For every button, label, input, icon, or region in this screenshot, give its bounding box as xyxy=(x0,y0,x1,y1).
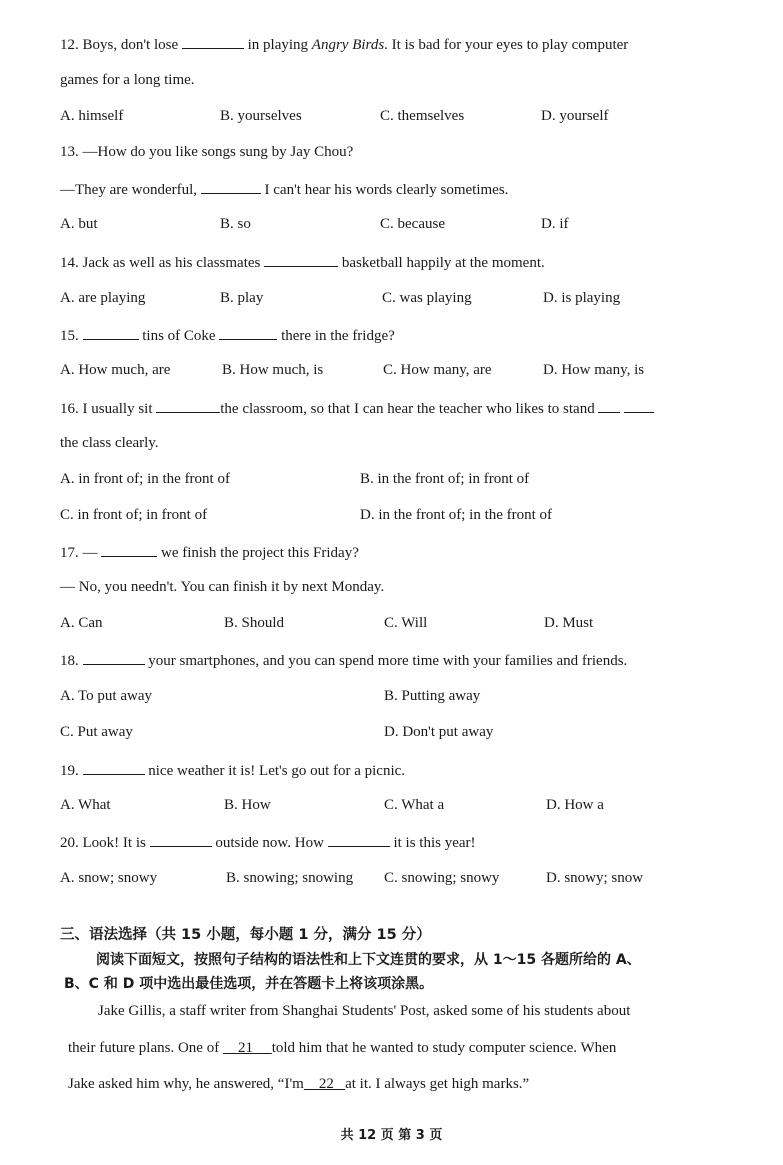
blank-22 xyxy=(304,1076,345,1092)
q14-option-d: D. is playing xyxy=(543,290,621,306)
passage-line-3-text-b: at it. I always get high marks.” xyxy=(345,1076,530,1092)
q14-text-b: basketball happily at the moment. xyxy=(341,255,545,271)
q18-option-a: A. To put away xyxy=(60,688,152,704)
q19-text-b: nice weather it is! Let's go out for a picnic. xyxy=(148,763,406,779)
q16-option-a: A. in front of; in the front of xyxy=(60,471,230,487)
q20-option-a: A. snow; snowy xyxy=(60,870,158,886)
question-16-stem xyxy=(60,399,654,418)
q12-option-b: B. yourselves xyxy=(220,108,302,124)
q12-option-a: A. himself xyxy=(60,108,124,124)
q19-option-d: D. How a xyxy=(546,797,604,813)
q14-option-a: A. are playing xyxy=(60,290,146,306)
q12-option-c: C. themselves xyxy=(380,108,465,124)
q13-option-c: C. because xyxy=(380,216,445,232)
q12-italic-title: Angry Birds xyxy=(311,37,385,53)
q15-option-c: C. How many, are xyxy=(383,362,492,378)
q12-text-c: . It is bad for your eyes to play computer xyxy=(384,37,629,53)
question-18-stem xyxy=(60,651,627,670)
q12-option-d: D. yourself xyxy=(541,108,609,124)
question-13-stem: 13. —How do you like songs sung by Jay Chou? xyxy=(60,144,354,160)
q16-option-c: C. in front of; in front of xyxy=(60,507,208,523)
q20-text-b: outside now. How xyxy=(215,835,324,851)
q18-text-b: your smartphones, and you can spend more time with your families and friends. xyxy=(148,653,628,669)
q13-reply-b: I can't hear his words clearly sometimes. xyxy=(264,182,509,198)
question-17-stem xyxy=(60,543,359,562)
q17-text-b: we finish the project this Friday? xyxy=(161,545,359,561)
question-14-stem xyxy=(60,253,545,272)
answer-blank xyxy=(201,180,261,194)
q20-option-b: B. snowing; snowing xyxy=(226,870,354,886)
answer-blank xyxy=(328,833,390,847)
q17-option-c: C. Will xyxy=(384,615,428,631)
q15-option-d: D. How many, is xyxy=(543,362,645,378)
q13-reply-a: —They are wonderful, xyxy=(60,182,198,198)
q20-option-d: D. snowy; snow xyxy=(546,870,644,886)
q18-option-d: D. Don't put away xyxy=(384,724,494,740)
q20-text-a: 20. Look! It is xyxy=(60,835,146,851)
passage-line-2-text-b: told him that he wanted to study computer science. When xyxy=(271,1040,617,1056)
section-3-title: 三、语法选择（共 15 小题，每小题 1 分，满分 15 分） xyxy=(60,927,431,943)
question-15-stem xyxy=(60,326,395,345)
blank-21 xyxy=(223,1040,272,1056)
page-footer: 共 12 页 第 3 页 xyxy=(340,1128,443,1143)
q19-number: 19. xyxy=(60,763,79,779)
passage-line-3 xyxy=(68,1076,529,1093)
answer-blank xyxy=(598,399,620,413)
q14-option-c: C. was playing xyxy=(382,290,472,306)
passage-line-2 xyxy=(68,1040,616,1057)
blank-21-number: 21 xyxy=(237,1040,253,1056)
q16-text-a: 16. I usually sit xyxy=(60,401,153,417)
q14-text-a: 14. Jack as well as his classmates xyxy=(60,255,261,271)
q15-option-a: A. How much, are xyxy=(60,362,171,378)
q15-option-b: B. How much, is xyxy=(222,362,324,378)
passage-line-2-text-a: their future plans. One of xyxy=(68,1040,220,1056)
q17-option-d: D. Must xyxy=(544,615,594,631)
q13-option-b: B. so xyxy=(220,216,251,232)
answer-blank xyxy=(83,651,145,665)
q18-number: 18. xyxy=(60,653,79,669)
q19-option-c: C. What a xyxy=(384,797,445,813)
q19-option-a: A. What xyxy=(60,797,111,813)
q15-text-b: tins of Coke xyxy=(142,328,216,344)
section-3-instruction-line1: 阅读下面短文，按照句子结构的语法性和上下文连贯的要求，从 1～15 各题所给的 A、 xyxy=(96,952,641,968)
q17-option-a: A. Can xyxy=(60,615,103,631)
question-12-stem-line2: games for a long time. xyxy=(60,72,195,88)
q12-text-a: 12. Boys, don't lose xyxy=(60,37,179,53)
question-16-stem-line2: the class clearly. xyxy=(60,435,159,451)
q20-option-c: C. snowing; snowy xyxy=(384,870,500,886)
answer-blank xyxy=(150,833,212,847)
answer-blank xyxy=(264,253,338,267)
question-19-stem xyxy=(60,761,405,780)
passage-line-1: Jake Gillis, a staff writer from Shanghai Students' Post, asked some of his students about xyxy=(98,1003,631,1019)
q13-option-a: A. but xyxy=(60,216,98,232)
q18-option-c: C. Put away xyxy=(60,724,133,740)
q15-text-c: there in the fridge? xyxy=(281,328,395,344)
q16-option-d: D. in the front of; in the front of xyxy=(360,507,553,523)
q17-text-a: 17. — xyxy=(60,545,98,561)
q14-option-b: B. play xyxy=(220,290,264,306)
answer-blank xyxy=(101,543,157,557)
answer-blank xyxy=(219,326,277,340)
question-12-stem xyxy=(60,35,628,54)
question-13-reply xyxy=(60,180,508,199)
q20-text-c: it is this year! xyxy=(393,835,476,851)
q13-option-d: D. if xyxy=(541,216,569,232)
q16-option-b: B. in the front of; in front of xyxy=(360,471,530,487)
q15-number: 15. xyxy=(60,328,79,344)
question-20-stem xyxy=(60,833,476,852)
answer-blank xyxy=(83,761,145,775)
answer-blank xyxy=(83,326,139,340)
answer-blank xyxy=(182,35,244,49)
blank-22-number: 22 xyxy=(318,1076,334,1092)
answer-blank xyxy=(156,399,220,413)
q18-option-b: B. Putting away xyxy=(384,688,481,704)
q17-option-b: B. Should xyxy=(224,615,285,631)
section-3-instruction-line2: B、C 和 D 项中选出最佳选项，并在答题卡上将该项涂黑。 xyxy=(64,976,434,992)
q19-option-b: B. How xyxy=(224,797,271,813)
q16-text-b: the classroom, so that I can hear the teacher who likes to stand xyxy=(220,401,595,417)
passage-line-3-text-a: Jake asked him why, he answered, “I'm xyxy=(68,1076,304,1092)
q12-text-b: in playing xyxy=(247,37,309,53)
question-17-reply: — No, you needn't. You can finish it by next Monday. xyxy=(60,579,385,595)
answer-blank xyxy=(624,399,654,413)
